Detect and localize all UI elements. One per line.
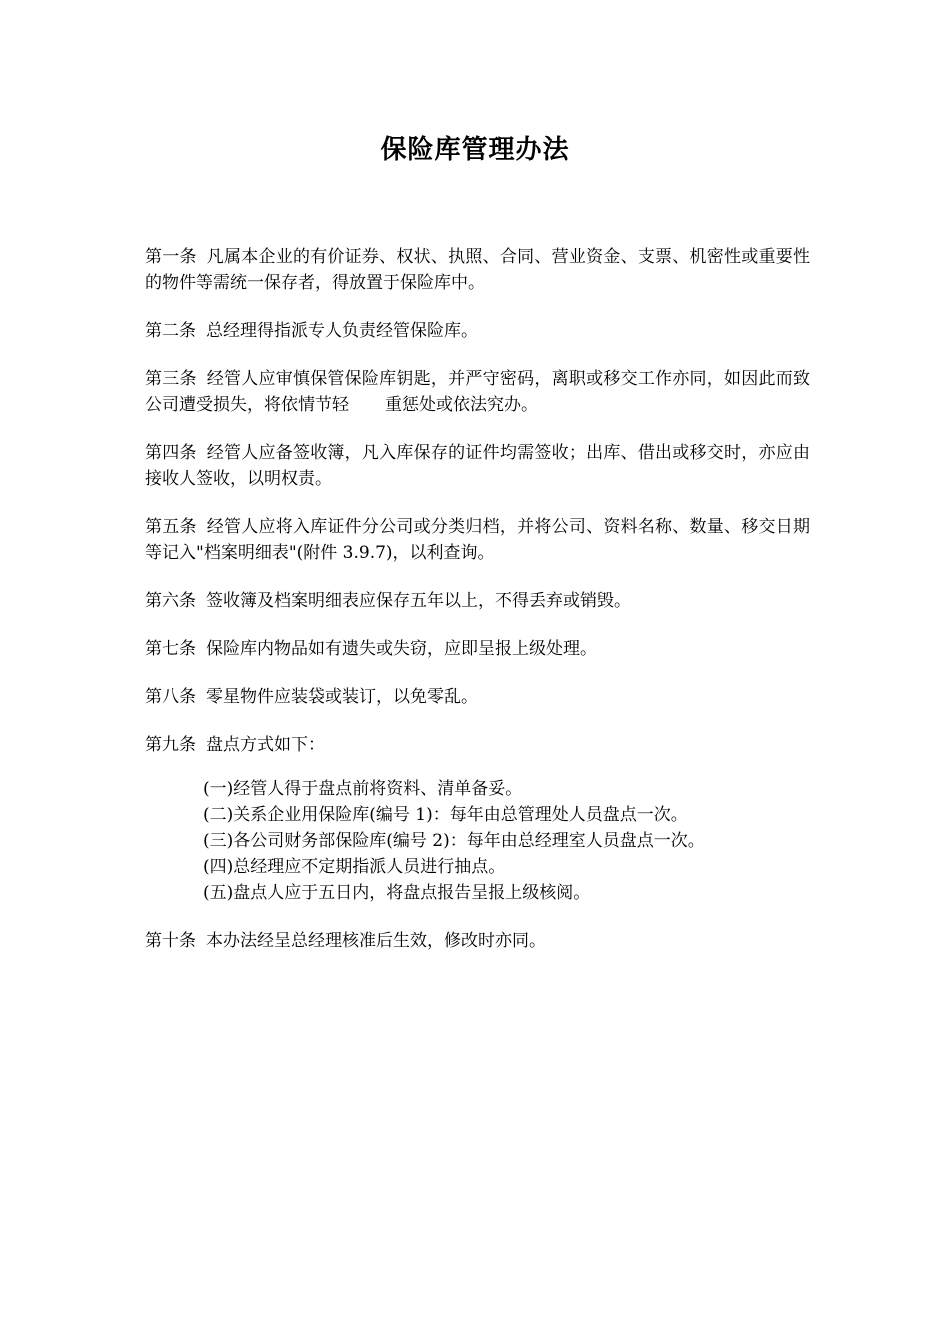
document-body [145, 244, 810, 976]
article-text: 保险库内物品如有遗失或失窃，应即呈报上级处理。 [206, 639, 597, 659]
article-5 [145, 514, 810, 566]
article-text: 签收簿及档案明细表应保存五年以上，不得丢弃或销毁。 [206, 591, 631, 611]
list-item: (四)总经理应不定期指派人员进行抽点。 [203, 857, 506, 877]
article-number: 第五条 [145, 517, 197, 537]
article-text: 零星物件应装袋或装订，以免零乱。 [206, 687, 478, 707]
article-text: 经管人应备签收簿，凡入库保存的证件均需签收；出库、借出或移交时，亦应由接收人签收，以明权责。 [145, 443, 811, 489]
article-4 [145, 440, 810, 492]
article-7 [145, 636, 810, 662]
article-text: 经管人应将入库证件分公司或分类归档，并将公司、资料名称、数量、移交日期等记入"档案明细表"(附件 3.9.7)，以利查询。 [145, 517, 811, 563]
article-number: 第二条 [145, 321, 196, 341]
article-text-part-2: 重惩处或依法究办。 [385, 395, 538, 415]
article-text: 总经理得指派专人负责经管保险库。 [206, 321, 478, 341]
article-number: 第四条 [145, 443, 197, 463]
article-number: 第一条 [145, 247, 197, 267]
article-text: 本办法经呈总经理核准后生效，修改时亦同。 [206, 931, 546, 951]
article-3 [145, 366, 810, 418]
article-number: 第十条 [145, 931, 196, 951]
article-1 [145, 244, 810, 296]
article-9 [145, 732, 810, 758]
document-title: 保险库管理办法 [380, 135, 570, 165]
article-8 [145, 684, 810, 710]
list-item: (一)经管人得于盘点前将资料、清单备妥。 [203, 779, 523, 799]
article-2 [145, 318, 810, 344]
inventory-method-list [203, 776, 810, 906]
list-item: (五)盘点人应于五日内，将盘点报告呈报上级核阅。 [203, 883, 591, 903]
article-text: 凡属本企业的有价证券、权状、执照、合同、营业资金、支票、机密性或重要性的物件等需统一保存者，得放置于保险库中。 [145, 247, 811, 293]
list-item: (二)关系企业用保险库(编号 1)：每年由总管理处人员盘点一次。 [203, 805, 688, 825]
list-item: (三)各公司财务部保险库(编号 2)：每年由总经理室人员盘点一次。 [203, 831, 705, 851]
article-number: 第七条 [145, 639, 196, 659]
article-10 [145, 928, 810, 954]
article-text-part-1: 经管人应审慎保管保险库钥匙，并严守密码，离职或移交工作亦同，如因此而致公司遭受损失，将依情节轻 [145, 369, 811, 415]
article-6 [145, 588, 810, 614]
article-text: 盘点方式如下： [206, 735, 325, 755]
article-number: 第九条 [145, 735, 196, 755]
article-number: 第八条 [145, 687, 196, 707]
article-number: 第三条 [145, 369, 197, 389]
article-number: 第六条 [145, 591, 196, 611]
